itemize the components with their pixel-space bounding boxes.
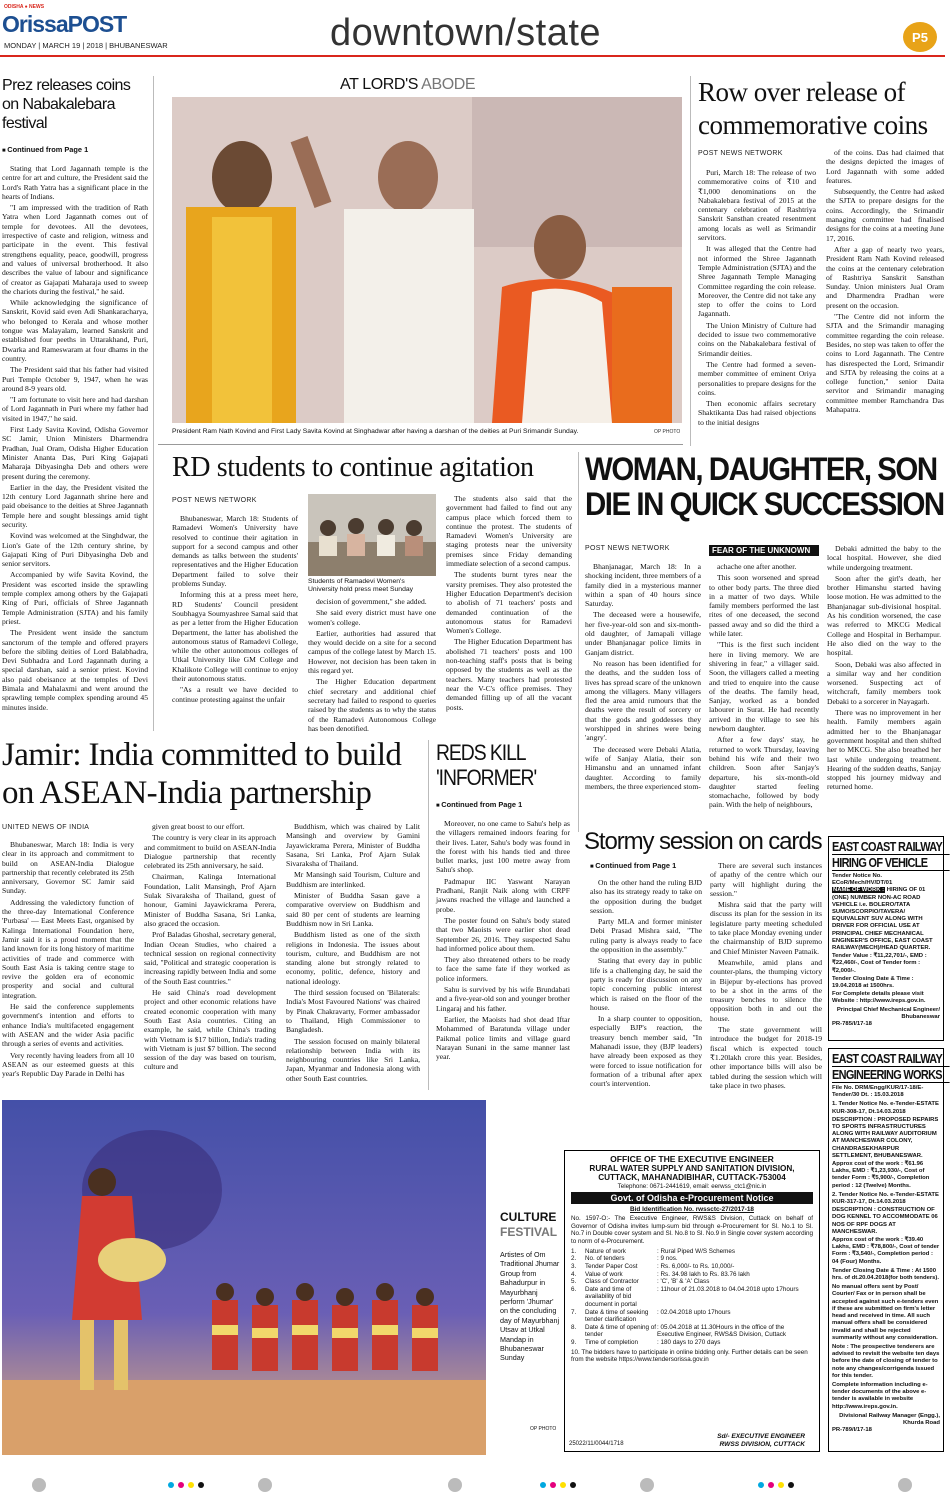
story-row-kicker: POST NEWS NETWORK: [698, 150, 783, 157]
lords-abode-label: [340, 76, 475, 94]
paragraph: The state government will introduce the budget for 2018-19 fiscal which is expected touch ₹1.20lakh crore this year. Besides, other importance bills will also be tabled during the session which will take place in two phases.: [710, 1025, 822, 1090]
president-photo: [172, 97, 682, 423]
paragraph: She said every district must have one women's college.: [308, 608, 436, 627]
paragraph: "I am fortunate to visit here and had darshan of Lord Jagannath in Puri where my father had visited in 1947," he said.: [2, 395, 148, 423]
paragraph: Soon, Debaki was also affected in a similar way and her condition worsened. Suspecting act of witchcraft, family members took Debaki to a sorcerer in Nayagarh.: [827, 659, 941, 706]
story-woman-column: [709, 562, 819, 840]
lords-abode-caption: President Ram Nath Kovind and First Lady Savita Kovind at Singhadwar after having a darshan of the deities at Puri Srimandir Sunday.: [172, 428, 579, 435]
tender-cell: 4.: [571, 1270, 577, 1278]
paragraph: Accompanied by wife Savita Kovind, the President was escorted inside the sprawling temple complex among others by the Gajapati King of Puri, officials of Shree Jagannath Temple Administration (SJTA) and his family priest.: [2, 570, 148, 626]
paragraph: Chairman, Kalinga International Foundation, Lalit Mansingh, Prof Ajarn Sulak Sivaraksha of Thailand, guest of honour, Gamini Jayawickrama Perera, Minister of Buddha Sasana, Sri Lanka, also graced the occasion.: [144, 872, 276, 928]
paragraph: achache one after another.: [717, 562, 797, 571]
paragraph: The Union Ministry of Culture had decided to issue two commemorative coins on the Nabakalebara festival of Srimandir deities.: [698, 320, 816, 358]
registration-mark: [258, 1478, 272, 1492]
culture-label-a: CULTURE: [500, 1210, 557, 1224]
tender-cell: 5.: [571, 1278, 577, 1286]
tender-row: [571, 1278, 813, 1286]
story-jamir-headline: Jamir: India committed to build on ASEAN-India partnership: [2, 737, 402, 811]
paragraph: Prof Baladas Ghoshal, secretary general, Indian Ocean Studies, who chaired a technical session on regional connectivity said, "Political and strategic cooperation is increasing rapidly between India and some of the South East countries.": [144, 930, 276, 986]
students-photo: [308, 494, 436, 576]
photo-credit: OP PHOTO: [530, 1426, 557, 1432]
story-rd-headline: RD students to continue agitation: [172, 452, 534, 483]
lords-abode-label-b: ABODE: [421, 76, 476, 93]
paragraph: Informing this at a press meet here, RD Students' Council president Soubhagya Soumyashree Samal said that as per a letter from the Higher Education Department, the latter has abolished the autonomous status of Ramadevi College, while the other autonomous colleges of Utkal University like GM College and Khalikote College will continue to enjoy their autonomous status.: [172, 590, 298, 684]
page-number: P5: [912, 29, 928, 45]
tender-cell: Class of Contractor: [585, 1278, 639, 1286]
color-dot-cyan: [540, 1482, 546, 1488]
tender-cell: : 02.04.2018 upto 17hours: [657, 1308, 731, 1316]
story-coins-headline: Prez releases coins on Nabakalebara festival: [2, 77, 131, 132]
tender-sign-2: RWSS DIVISION, CUTTACK: [719, 1441, 805, 1448]
story-woman-headline: WOMAN, DAUGHTER, SON DIE IN QUICK SUCCESSION: [585, 451, 944, 522]
column-rule: [428, 740, 429, 1090]
rail-ad-tender-2: 2. Tender Notice No. e-Tender-ESTATE KUR-317-17, Dt.14.03.2018: [832, 1191, 939, 1206]
paragraph: The President said that his father had visited Puri Temple October 9, 1947, when he was around 8-9 years old.: [2, 365, 148, 393]
culture-caption: Artistes of Om Traditional Jhumar Group from Bahadurpur in Mayurbhanj perform 'Jhumar' on the concluding day of Mayurbhanj Utsav at Utkal Mandap in Bhubaneswar Sunday: [500, 1250, 560, 1363]
paragraph: Addressing the valedictory function of the three-day International Conference 'Purbasa' — East Meets East, organised by Kalinga International Foundation here, Jamir said it is a proud moment that the land known for its long history of maritime activities of trade and commerce with South East Asia is taking centre stage to revive the golden era of economic prosperity and social and cultural integration.: [2, 897, 134, 1000]
masthead: [0, 0, 945, 56]
tender-row: [571, 1248, 813, 1256]
brand-logo: OrissaPOST: [2, 11, 127, 37]
story-stormy-column: [710, 861, 822, 1142]
page-badge: [903, 22, 937, 52]
rail-ad-desc-1: DESCRIPTION : PROPOSED REPAIRS TO SPORTS INFRASTRUCTURES ALONG WITH RAILWAY AUDITORIUM AT MANCHESWAR COLONY, CHANDRASEKHARPUR SETTLEMENT, BHUBANESWAR.: [832, 1116, 939, 1159]
section-rule: [158, 444, 683, 445]
story-jamir-column: [2, 840, 134, 1090]
rail-ad-ref: PR-785/I/17-18: [832, 1021, 872, 1028]
story-rd-kicker: POST NEWS NETWORK: [172, 497, 257, 504]
paragraph: Party MLA and former minister Debi Prasad Mishra said, "The ruling party is always ready to face the opposition in the assembly.": [590, 917, 702, 955]
culture-label: [500, 1210, 557, 1240]
story-stormy-column: [590, 878, 702, 1142]
tender-cell: Date & time of seeking tender clarification: [585, 1308, 649, 1324]
paragraph: "The Centre did not inform the SJTA and the Srimandir managing committee regarding the coin release. Besides, no step was taken to offer the coins to Lord Jagannath. The Centre has disrespected the Lord, Srimandir and SJTA by releasing the coins at a college function," senior Daita servitor and Srimandir managing committee member Ramchandra Das Mahapatra.: [826, 312, 944, 415]
paragraph: The President went inside the sanctum sanctorum of the temple and offered prayers before the sibling deities of Lord Balabhadra, Devi Subhadra and Lord Jagannath during a special darshan, said a senior priest. Kovind also paid obeisance at the temples of Devi Bimala and Mahalaxmi and went around the sprawling temple complex spending around 45 minutes inside.: [2, 628, 148, 712]
paragraph: Stating that Lord Jagannath temple is the centre for art and culture, the President said the Lord's Rath Yatra has a significant place in the hearts of Indians.: [2, 164, 148, 201]
rail-ad-title: HIRING OF VEHICLE: [832, 854, 950, 871]
paragraph: On the other hand the ruling BJD also has its strategy ready to take on the opposition during the budget session.: [590, 878, 702, 915]
paragraph: Debaki admitted the baby to the local hospital. However, she died while undergoing treatment.: [827, 544, 941, 572]
rail-ad-hiring: [828, 836, 944, 1041]
tender-cell: Value of work: [585, 1270, 623, 1278]
tender-intro: No. 1597-O:- The Executive Engineer, RWS&S Division, Cuttack on behalf of Governor of Odisha invites lump-sum bid through e-Procurement for Sl. No.1 to Sl. No.7 in Double cover system and Sl. No.8 to Sl. No.9 in Single cover system according to norm of e-Procurement.: [571, 1215, 813, 1246]
paragraph: Bhubaneswar, March 18: India is very clear in its approach and commitment to build on ASEAN-India Dialogue partnership that recently celebrated its 25th anniversary, Governor SC Jamir said Sunday.: [2, 840, 134, 896]
paragraph: Moreover, no one came to Sahu's help as the villagers remained indoors fearing for their lives. Later, Sahu's body was found in the forest with his hands tied and three bullet marks, just 100 metre away from Sahu's shop.: [436, 819, 570, 875]
rail-ad-closing: Tender Closing Date & Time : 19.04.2018 at 1500hrs.: [832, 975, 914, 990]
paragraph: The Higher Education Department has abolished 71 teachers' posts and 100 non-teaching staff's posts that is being opposed by the students as well as the teachers. Many teachers had protested near the V-C's office premises. They demanded filling up of all the vacant posts.: [446, 637, 572, 712]
story-reds-headline: REDS KILL 'INFORMER': [436, 740, 537, 790]
paragraph: There was no improvement in her health. Family members again admitted her to the Bhanjanagar government hospital and then shifted her to MKCG. She also breathed her last while undergoing treatment. Hearing of the sudden deaths, Sanjay stopped his journey midway and returned home.: [827, 708, 941, 792]
culture-label-b: FESTIVAL: [500, 1225, 558, 1239]
rail-ad-desc-2: DESCRIPTION : CONSTRUCTION OF DOG KENNEL TO ACCOMMODATE 06 NOS OF RPF DOGS AT MANCHESWAR.: [832, 1207, 938, 1235]
rail-ad-work-text: HIRING OF 01 (ONE) NUMBER NON-AC ROAD VEHICLE i.e. BOLERO/TATA SUMO/SCORPIO/TAVERA/ EQUIVALENT SUV ALONG WITH DRIVER FOR OFFICIAL USE AT PRINCIPAL CHIEF MECHANICAL ENGINEER'S OFFICE, EAST COAST RAILWAY(MECH)/HEAD QUARTER.: [832, 887, 933, 952]
tender-note: 10. The bidders have to participate in online bidding only. Further details can be seen from the website https://www.tendersorissa.gov.in: [571, 1348, 808, 1364]
color-dot-yellow: [778, 1482, 784, 1488]
section-title: downtown/state: [330, 12, 602, 54]
rail-ad-work-label: NAME OF WORK :: [833, 887, 885, 894]
paragraph: Soon after the girl's death, her brother Himanshu started having loose motion. He was admitted to the Bhanjanagar sub-divisional hospital. As his condition worsened, the case was referred to MKCG Medical College and Hospital in Berhampur. He also died on the way to the hospital.: [827, 573, 941, 658]
rail-ad-info: Complete information including e-tender documents of the above e-tender is available in website http://www.ireps.gov.in.: [832, 1381, 928, 1410]
story-stormy: [584, 828, 822, 1146]
rail-ad-details: For Complete details please visit Website : http://www.ireps.gov.in.: [832, 991, 926, 1005]
culture-photo-illustration: [2, 1100, 486, 1455]
column-rule: [153, 76, 154, 731]
tender-cell: Nature of work: [585, 1247, 626, 1255]
paragraph: Minister of Buddha Sasan gave a comparative overview on Buddhism and said 80 per cent of students are learning Buddhism now in Sri Lanka.: [286, 891, 420, 928]
tender-cell: Time of completion: [585, 1338, 638, 1346]
tender-row: [571, 1286, 813, 1309]
paragraph: Meanwhile, amid plans and counter-plans, the thumping victory in Bijepur by-elections has proved to be a shot in the arms of the treasury benches to silence the opposition both in and out the house.: [710, 957, 822, 1023]
tender-cell: : 05.04.2018 at 11.30Hours in the office of the Executive Engineer, RWS&S Division, Cuttack: [657, 1323, 787, 1339]
color-dot-black: [788, 1482, 794, 1488]
rail-ad-sign: Principal Chief Mechanical Engineer/ Bhubaneswar: [836, 1006, 940, 1020]
column-rule: [578, 452, 579, 832]
story-jamir-column: [286, 822, 420, 1090]
culture-photo: [2, 1100, 486, 1455]
tender-division: RURAL WATER SUPPLY AND SANITATION DIVISION,: [589, 1164, 795, 1173]
story-row-column: [826, 148, 944, 438]
tender-cell: 2.: [571, 1255, 577, 1263]
paragraph: "As a result we have decided to continue protesting against the unfair: [172, 685, 298, 704]
continued-label: ■ Continued from Page 1: [590, 861, 676, 870]
students-photo-illustration: [308, 494, 436, 576]
paragraph: First Lady Savita Kovind, Odisha Governor SC Jamir, Union Ministers Dharmendra Pradhan, Jual Oram, Odisha Higher Education Minister Ananta Das, Puri King Gajapati Maharaja Dibyasingha Deb and others were present during the ceremony.: [2, 425, 148, 481]
brand-small: ODISHA ● NEWS: [4, 4, 45, 10]
story-jamir-kicker: UNITED NEWS OF INDIA: [2, 824, 90, 831]
paragraph: "This is the first such incident here in living memory. We are shivering in fear," a villager said. Soon, the villagers called a meeting and tried to enquire into the cause of the deaths. The family head, Sanjay, worked as a bonded labourer in Surat. He had recently arrived in the village to see his newborn daughter.: [709, 640, 819, 734]
rail-ad-tender-1: 1. Tender Notice No. e-Tender-ESTATE KUR-308-17, Dt.14.03.2018: [832, 1101, 939, 1115]
paragraph: The Centre had formed a seven-member committee of eminent Oriya personalities to prepare designs for the coins.: [698, 359, 816, 397]
masthead-rule: [0, 55, 945, 57]
tender-phone: Telephone: 0671-2441619, email: eerwss_ctc1@nic.in: [617, 1183, 767, 1190]
tender-cell: Date & time of opening of tender: [585, 1323, 657, 1339]
rail-ad-manual: No manual offers sent by Post/ Courier/ Fax or in person shall be accepted against such e-tenders even if these are submitted on firm's letter head and received in time. All such manual offers shall be considered invalid and shall be rejected summarily without any consideration.: [832, 1284, 939, 1341]
story-rd: [172, 452, 572, 742]
continued-label: ■ Continued from Page 1: [436, 800, 570, 809]
tender-cell: Date and time of availability of bid document in portal: [585, 1285, 637, 1308]
tender-rows: [571, 1248, 813, 1347]
column-rule: [690, 76, 691, 446]
story-jamir: [2, 736, 422, 1094]
paragraph: No reason has been identified for the deaths, and the sudden loss of lives has spread scare of the unknown among the villagers. Many villagers fled the area amid rumours that the deaths were the result of sorcery or that the gods and goddesses they worshipped in shrines were being 'angry'.: [585, 658, 701, 743]
rail-ad-engineering: [828, 1048, 944, 1452]
tender-cell: : 9 nos.: [657, 1255, 678, 1263]
paragraph: Kovind was welcomed at the Singhdwar, the Lion's Gate of the 12th century shrine, by Gajapati King of Puri Dibyasingha Deb and senior servitors.: [2, 531, 148, 569]
tender-cell: 6.: [571, 1285, 577, 1293]
tender-row: [571, 1309, 813, 1324]
registration-marks: [0, 1462, 945, 1495]
paragraph: decision of government," she added.: [316, 597, 427, 606]
paragraph: Puri, March 18: The release of two commemorative coins of ₹10 and ₹1,000 denominations on the Nabakalebara festival of 2015 at the centenary celebration of Rashtriya Sanskrit Sansthan created resentment among locals as well as Srimandir servitors.: [698, 168, 816, 243]
story-row-headline: Row over release of commemorative coins: [698, 77, 928, 140]
tender-cell: : 180 days to 270 days: [657, 1338, 721, 1346]
continued-label: ■ Continued from Page 1: [2, 145, 148, 154]
paragraph: The third session focused on 'Bilaterals: India's Most Favoured Nations' was chaired by Pinak Chakravarty, Former ambassador to Thailand, High Commissioner to Bangladesh.: [286, 988, 420, 1035]
paragraph: In a sharp counter to opposition, especially BJP's reaction, the treasury bench member said, "In Mahanadi issue, they (BJP leaders) have already been exposed as they were forced to issue notification for formation of a tribunal after apex court's intervention.: [590, 1014, 702, 1089]
tender-office: OFFICE OF THE EXECUTIVE ENGINEER: [610, 1154, 774, 1164]
paragraph: Very recently having leaders from all 10 ASEAN as our esteemed guests at this year's Republic Day Parade in Delhi has: [2, 1050, 134, 1079]
tender-cell: : Rural Piped W/S Schemes: [657, 1247, 736, 1255]
tender-cell: 8.: [571, 1323, 577, 1331]
tender-cell: No. of tenders: [585, 1255, 625, 1263]
story-row: [698, 76, 944, 446]
tender-cell: 1.: [571, 1247, 577, 1255]
fear-tag: FEAR OF THE UNKNOWN: [709, 545, 819, 556]
story-rd-column: [172, 514, 298, 728]
story-row-column: [698, 168, 816, 438]
tender-cell: Tender Paper Cost: [585, 1263, 638, 1270]
paragraph: Buddhism, which was chaired by Lalit Mansingh and overview by Gamini Jayawickrama Perera, Minister of Buddha Sasana, Sri Lanka, Prof Ajarn Sulak Sivaraksha of Thailand.: [286, 822, 420, 869]
story-reds: [436, 740, 570, 1094]
tender-cell: : Rs. 34.98 lakh to Rs. 83.76 lakh: [657, 1270, 750, 1278]
registration-mark: [898, 1478, 912, 1492]
paragraph: Then economic affairs secretary Shaktikanta Das had raised objections to the initial designs: [698, 399, 816, 427]
paragraph: Padmapur IIC Yaswant Narayan Pradhani, Ranjit Naik along with CRPF jawans reached the village and launched a probe.: [436, 876, 570, 914]
paragraph: The session focused on mainly bilateral relationship between India with its neighbouring countries like Sri Lanka, Japan, Myanmar and Indonesia along with other South East countries.: [286, 1036, 420, 1083]
tender-row: [571, 1339, 813, 1347]
story-coins-body: [2, 164, 148, 754]
color-dot-black: [198, 1482, 204, 1488]
tender-cell: 9.: [571, 1338, 577, 1346]
paragraph: Bhubaneswar, March 18: Students of Ramadevi Women's University have resolved to continue their agitation in support for a second campus and other demands as talks between the students' representatives and the Higher Education Department failed to solve their problems Sunday.: [172, 514, 298, 589]
paragraph: After a few days' stay, he returned to work Thursday, leaving behind his wife and their two children. Soon after Sanjay's departure, his six-month-old daughter started feeling stomachache, followed by body pain. With the help of neighbours,: [709, 735, 819, 810]
paragraph: Buddhism listed as one of the sixth religions in Indonesia. The issues about tourism, culture, and Buddhism are not standing alone but strongly related to economy, politic, defence, history and national ideology.: [286, 930, 420, 986]
rail-ad-note: Note : The prospective tenderers are advised to revisit the website ten days before the date of closing of tender to note any changes/corrigenda issued for this tender.: [832, 1343, 940, 1379]
lords-abode-label-a: AT LORD'S: [340, 76, 418, 93]
students-photo-caption: Students of Ramadevi Women's University hold press meet Sunday: [308, 578, 414, 593]
color-dot-yellow: [560, 1482, 566, 1488]
story-jamir-column: [144, 822, 276, 1090]
tender-cell: : Rs. 6,000/- to Rs. 10,000/-: [657, 1263, 735, 1270]
paragraph: of the coins. Das had claimed that the designs depicted the images of Lord Jagannath with some added features.: [826, 148, 944, 185]
paragraph: The poster found on Sahu's body stated that two Maoists were earlier shot dead September 26, 2016. They suspected Sahu had informed police about them.: [436, 915, 570, 953]
paragraph: Mishra said that the party will discuss its plan for the session in its legislature party meeting scheduled to take place Monday evening under the chairmanship of BJD supremo and Chief Minister Naveen Patnaik.: [710, 900, 822, 956]
rail-ad-value: Tender Value : ₹11,22,701/-, EMD : ₹22,460/-, Cost of Tender form : ₹2,000/-.: [832, 953, 927, 974]
color-dot-magenta: [550, 1482, 556, 1488]
story-woman-kicker: POST NEWS NETWORK: [585, 545, 670, 552]
story-coins: [2, 76, 148, 726]
rail-ad-file: File No. DRM/Engg/KUR/17-18/E-Tender/30 Dt. : 15.03.2018: [832, 1085, 924, 1099]
paragraph: The Higher Education department chief secretary and additional chief secretary had failed to respond to queries raised by the students as to why the status of the Ramadevi Autonomous College has been denotified.: [308, 677, 436, 733]
paragraph: He said the conference supplements government's intention and efforts to enhance India's multifaceted engagement with ASEAN and the wider Asia pacific through a series of events and activities.: [2, 1002, 134, 1049]
paragraph: He said China's road development project and other economic relations have created economic cooperation with many South East Asia countries. Citing an example, he said, while China's trading with Vietnam is $17 billion, India's trading with Vietnam is just $7 billion. The second session of the day was based on tourism, culture and: [144, 988, 276, 1072]
tender-sign-1: Sd/- EXECUTIVE ENGINEER: [717, 1433, 805, 1440]
paragraph: The students burnt tyres near the varsity premises. They also protested the Higher Education Department's decision to abolish of 71 teachers' posts and demanded continuation of the autonomous status for Ramadevi Women's College.: [446, 570, 572, 636]
color-dot-black: [570, 1482, 576, 1488]
rail-ad-ref: PR-789/I/17-18: [832, 1427, 872, 1434]
tender-cell: : 11hour of 21.03.2018 to 04.04.2018 upto 17hours: [657, 1285, 799, 1293]
paragraph: Mr Mansingh said Tourism, Culture and Buddhism are interlinked.: [286, 870, 420, 889]
registration-mark: [32, 1478, 46, 1492]
rail-ad-sign: Divisional Railway Manager (Engg.), Khurda Road: [839, 1412, 940, 1426]
tender-banner: Govt. of Odisha e-Procurement Notice: [571, 1192, 813, 1204]
president-photo-illustration: [172, 97, 682, 423]
paragraph: Stating that every day in public life is a challenging day, he said the party is ready for discussion on any topic concerning public interest which is raised on the floor of the house.: [590, 956, 702, 1012]
tender-row: [571, 1324, 813, 1339]
paragraph: After a gap of nearly two years, President Ram Nath Kovind released the coins at the centenary celebration of Rashtriya Sanskrit Sansthan Sunday. Union ministers Jual Oram and Dharmendra Pradhan were present on the occasion.: [826, 244, 944, 310]
color-dot-magenta: [768, 1482, 774, 1488]
color-dot-cyan: [168, 1482, 174, 1488]
tender-address: CUTTACK, MAHANADIBIHAR, CUTTACK-753004: [598, 1173, 786, 1182]
paragraph: Earlier in the day, the President visited the 12th century Lord Jagannath shrine here and paid obeisance to the deities at Shree Jagannath Temple here and sought blessings amid tight security.: [2, 482, 148, 529]
rail-ad-org: EAST COAST RAILWAY: [832, 1051, 943, 1066]
paragraph: They also threatened others to be ready to face the same fate if they worked as police informers.: [436, 955, 570, 983]
rail-ad-cost-1: Approx cost of the work : ₹61.96 Lakhs, EMD : ₹1,23,930/-, Cost of tender Form : ₹5,900/-, Completion period : 12 (Twelve) Months.: [832, 1161, 930, 1189]
paragraph: The country is very clear in its approach and commitment to build on ASEAN-India Dialogue partnership that recently celebrated its 25th anniversary, he said.: [144, 833, 276, 871]
tender-cell: 3.: [571, 1263, 577, 1270]
paragraph: Bhanjanagar, March 18: In a shocking incident, three members of a family died in a mysterious manner within a span of 40 hours since Saturday.: [585, 562, 701, 609]
rail-ad-title: ENGINEERING WORKS: [832, 1066, 950, 1083]
paragraph: given great boost to our effort.: [152, 822, 245, 831]
rail-ad-org: EAST COAST RAILWAY: [832, 839, 943, 854]
paragraph: "I am impressed with the tradition of Rath Yatra when Lord Jagannath comes out of temple for devotees. All the devotees, irrespective of caste and religion, witness and participate in the event. This festival strengthens equality, peace, goodwill, progress and values of universal brotherhood. It also describes the value of labour and significance of creator as Gajapati Maharaja used to sweep the chariots during the festival," he said.: [2, 203, 148, 296]
paragraph: This soon worsened and spread to other body parts. The three died in a matter of two days. While family members performed the last rites of one deceased, the second passed away and so did the third a while later.: [709, 573, 819, 639]
paragraph: The deceased were Debaki Alatia, wife of Sanjay Alatia, their son Himanshu and an unnamed infant daughter. According to family members, the three experienced stom-: [585, 744, 701, 791]
tender-bid-id: Bid Identification No. rwssctc-27/2017-18: [630, 1206, 754, 1213]
paragraph: Earlier, the Maoists had shot dead Iftar Mohammed of Baratunda village under Paikmal police limits and village guard Narayan Sunani in the same manner last year.: [436, 1014, 570, 1062]
story-stormy-headline: Stormy session on cards: [584, 828, 822, 855]
paragraph: While acknowledging the significance of Sanskrit, Kovid said even Adi Shankaracharya, who belonged to Kerala and whose mother tongue was Malayalam, learned Sanskrit and established four peeths in Uttarakhand, Puri, Dwarka and Rameswaram at four dhams in the country.: [2, 298, 148, 363]
story-woman: [585, 452, 945, 842]
story-woman-column: [585, 562, 701, 840]
tender-cell: 7.: [571, 1308, 577, 1316]
story-rd-column: [446, 494, 572, 728]
registration-mark: [448, 1478, 462, 1492]
color-dot-cyan: [758, 1482, 764, 1488]
rail-ad-notice: Tender Notice No. ECoR/Mech/HV/DT/01: [832, 873, 893, 887]
tender-row: [571, 1263, 813, 1271]
tender-ref: 25022/11/0044/1718: [569, 1441, 624, 1447]
tender-row: [571, 1271, 813, 1279]
paragraph: Sahu is survived by his wife Brundabati and a five-year-old son and younger brother Lingaraj and his father.: [436, 985, 570, 1013]
paragraph: The deceased were a housewife, her five-year-old son and six-month-old daughter, of Jamapali village under Bhanjanagar police limits in Ganjam district.: [585, 610, 701, 657]
rail-ad-work: [832, 887, 940, 952]
tender-cell: : 'C', 'B' & 'A' Class: [657, 1278, 710, 1286]
rail-ad-cost-2: Approx cost of the work : ₹39.40 Lakhs, EMD : ₹78,800/-, Cost of tender Form : ₹3,540/-, Completion period : 04 (Four) Months.: [832, 1237, 940, 1265]
story-reds-body: [436, 819, 570, 1079]
story-woman-column: [827, 544, 941, 840]
dateline: MONDAY | MARCH 19 | 2018 | BHUBANESWAR: [4, 41, 168, 50]
paragraph: It was alleged that the Centre had not informed the Shree Jagannath Temple Administration (SJTA) and the Shree Jagannath Temple Managing Committee regarding the coin release. Moreover, the Centre did not take any step to offer the coins to Lord Jagannath.: [698, 244, 816, 319]
registration-mark: [640, 1478, 654, 1492]
tender-row: [571, 1255, 813, 1263]
color-dot-magenta: [178, 1482, 184, 1488]
color-dot-yellow: [188, 1482, 194, 1488]
paragraph: There are several such instances of apathy of the centre which our party will highlight during the session.": [710, 861, 822, 898]
paragraph: Earlier, authorities had assured that they would decide on a site for a second campus of the college latest by March 15. However, not decision has been taken in this regard yet.: [308, 628, 436, 676]
paragraph: The students also said that the government had failed to find out any campus place which forced them to continue the protest. The students of Ramadevi Women's University are staging protests near the university premises since Friday demanding immediate selection of a second campus.: [446, 494, 572, 569]
photo-credit: OP PHOTO: [654, 429, 681, 435]
rail-ad-closing: Tender Closing Date & Time : At 1500 hrs. of dt.20.04.2018(for both tenders).: [832, 1267, 940, 1282]
story-rd-column: [308, 597, 436, 733]
paragraph: Subsequently, the Centre had asked the SJTA to prepare designs for the coins. Accordingly, the Srimandir managing committee had finalised designs for the coins at a meeting June 17, 2016.: [826, 187, 944, 243]
tender-ad: [564, 1150, 820, 1452]
